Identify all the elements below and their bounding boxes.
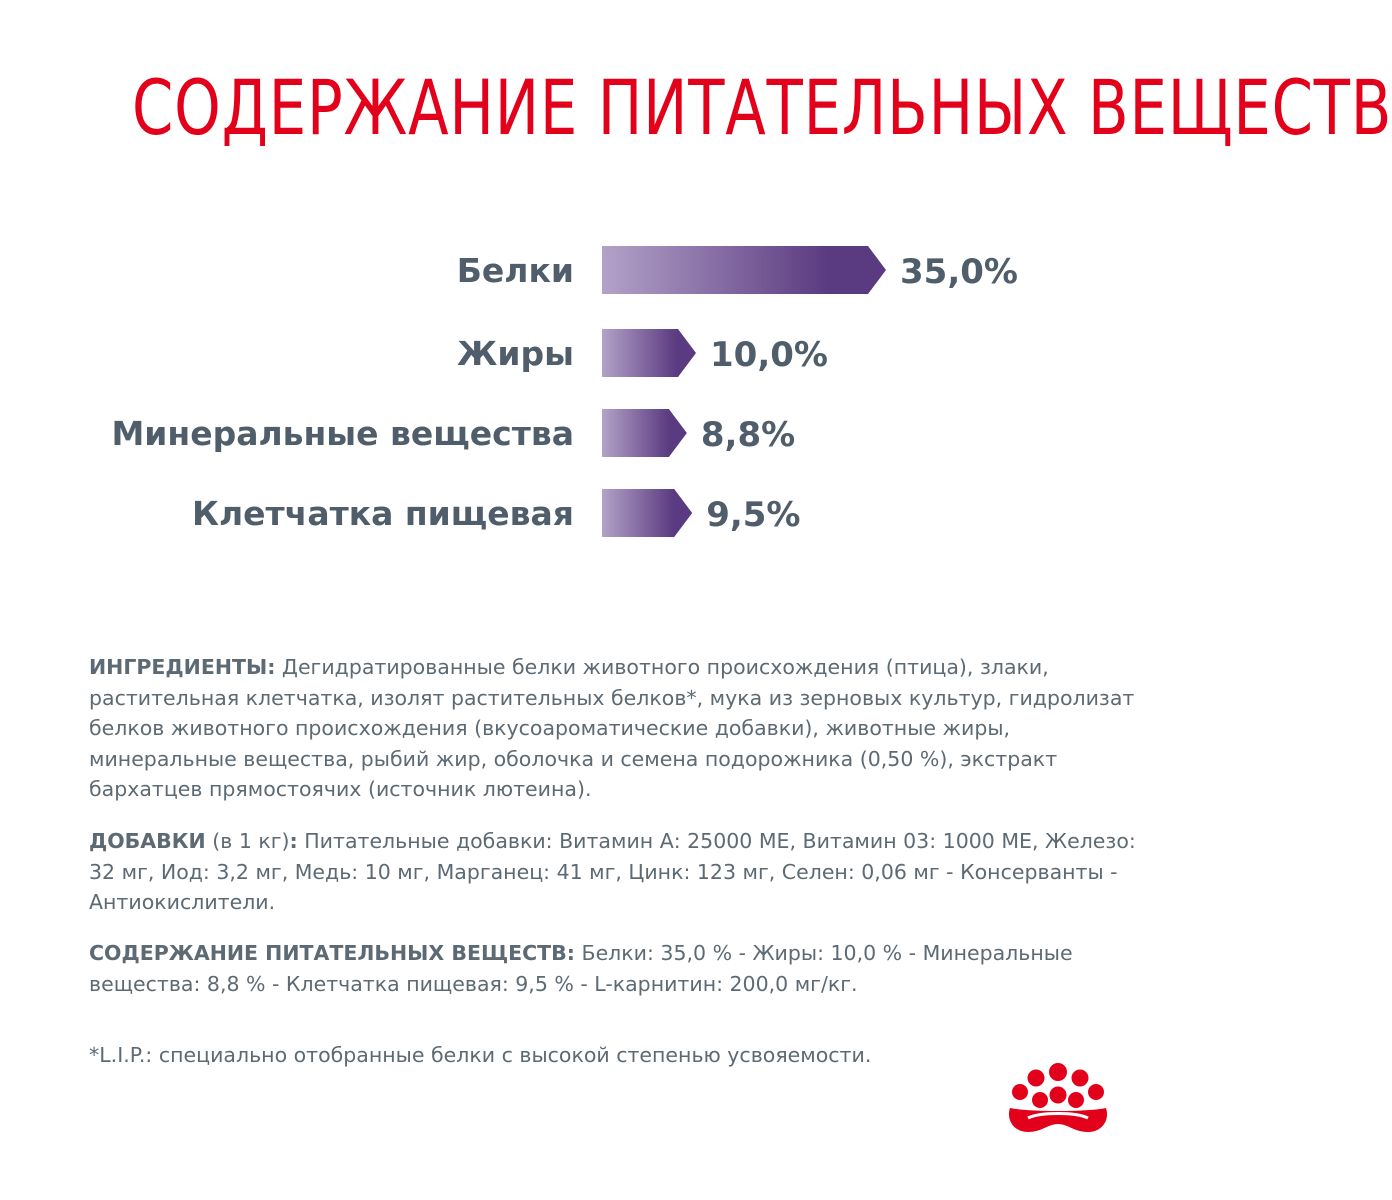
additives-heading: ДОБАВКИ [89,829,206,853]
category-label: Минеральные вещества [111,414,574,453]
royal-canin-crown-icon [998,1062,1128,1148]
ingredients-paragraph [89,652,1149,805]
additives-paragraph [89,826,1149,918]
bar-4 [602,489,692,537]
page-title: СОДЕРЖАНИЕ ПИТАТЕЛЬНЫХ ВЕЩЕСТВ [132,63,1392,152]
additives-text: Питательные добавки: Витамин А: 25000 МЕ, Витамин 03: 1000 МЕ, Железо: 32 мг, Иод: 3,2 мг, Медь: 10 мг, Марганец: 41 мг, Цинк: 123 мг, Селен: 0,06 мг - Консерванты - Антиокислители. [89,829,1136,915]
category-label: Белки [456,251,574,290]
value-label: 9,5% [706,495,801,535]
value-label: 8,8% [700,415,796,455]
additives-colon: : [289,829,298,853]
category-label: Жиры [457,334,574,373]
category-label: Клетчатка пищевая [192,494,574,533]
bar-1 [602,246,886,294]
nutrients-paragraph [89,938,1149,999]
footnote: *L.I.P.: специально отобранные белки с высокой степенью усвояемости. [89,1043,872,1067]
value-label: 35,0% [900,252,1018,292]
ingredients-heading: ИНГРЕДИЕНТЫ: [89,655,276,679]
nutrients-heading: СОДЕРЖАНИЕ ПИТАТЕЛЬНЫХ ВЕЩЕСТВ: [89,941,575,965]
value-label: 10,0% [710,335,828,375]
bar-3 [602,409,687,457]
ingredients-text: Дегидратированные белки животного происхождения (птица), злаки, растительная клетчатка, изолят растительных белков*, мука из зерновых культур, гидролизат белков животного происхождения (вкусоароматические добавки), животные жиры, минеральные вещества, рыбий жир, оболочка и семена подорожника (0,50 %), экстракт бархатцев прямостоячих (источник лютеина). [89,655,1135,802]
bar-2 [602,329,696,377]
additives-qualifier: (в 1 кг) [205,829,290,853]
nutrients-text: Белки: 35,0 % - Жиры: 10,0 % - Минеральные вещества: 8,8 % - Клетчатка пищевая: 9,5 % - L-карнитин: 200,0 мг/кг. [89,941,1073,996]
